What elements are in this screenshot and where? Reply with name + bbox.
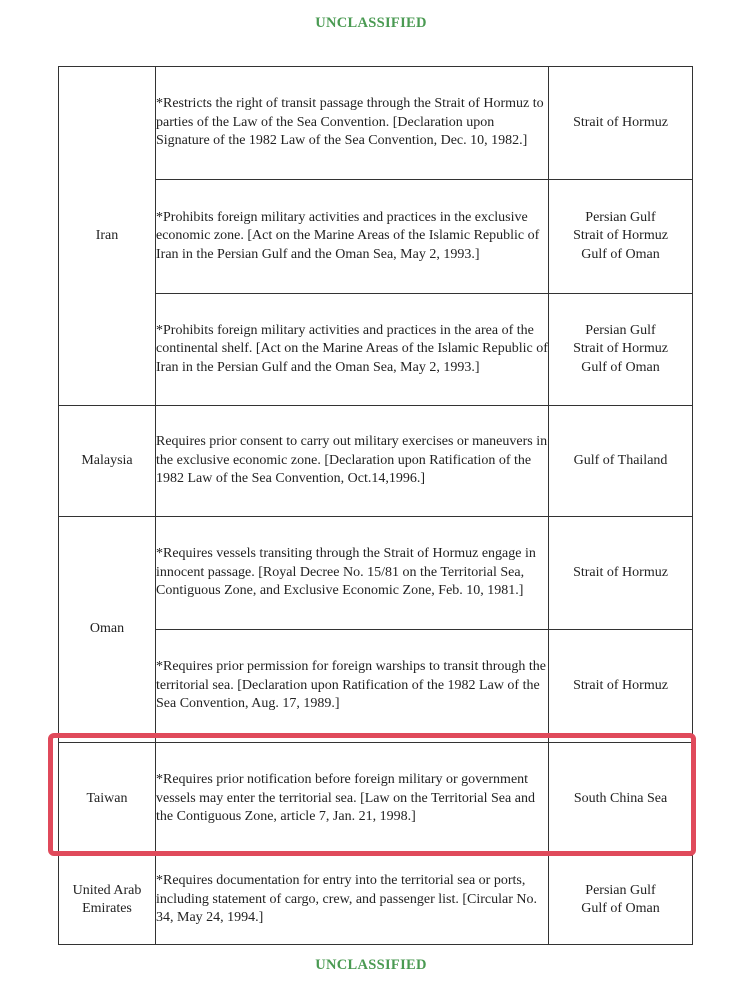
country-cell-uae: United Arab Emirates [59,856,156,945]
table-row [59,517,693,630]
table-row [59,406,693,517]
table-row [59,67,693,180]
location-name: Strait of Hormuz [573,228,668,244]
claim-description: *Prohibits foreign military activities and practices in the exclusive economic zone. [Act on the Marine Areas of the Islamic Republic of Iran in the Persian Gulf and the Oman Sea, May 2, 1993.] [156,180,549,294]
claim-description: Requires prior consent to carry out military exercises or maneuvers in the exclusive economic zone. [Declaration upon Ratification of the 1982 Law of the Sea Convention, Oct.14,1996.] [156,406,549,517]
claim-description: *Prohibits foreign military activities and practices in the area of the continental shelf. [Act on the Marine Areas of the Islamic Republic of Iran in the Persian Gulf and the Oman Sea, May 2, 1993.] [156,294,549,406]
claim-location [549,630,693,743]
claim-location [549,743,693,856]
claim-location [549,517,693,630]
country-cell-malaysia: Malaysia [59,406,156,517]
location-name: Gulf of Oman [581,246,660,262]
country-cell-taiwan: Taiwan [59,743,156,856]
location-name: Strait of Hormuz [573,564,668,580]
location-name: Strait of Hormuz [573,114,668,130]
claim-location [549,856,693,945]
location-name: Strait of Hormuz [573,677,668,693]
classification-marking-bottom: UNCLASSIFIED [315,957,427,973]
claim-description: *Requires prior notification before foreign military or government vessels may enter the territorial sea. [Law on the Territorial Sea and the Contiguous Zone, article 7, Jan. 21, 1998.] [156,743,549,856]
claim-description: *Requires vessels transiting through the Strait of Hormuz engage in innocent passage. [Royal Decree No. 15/81 on the Territorial Sea, Contiguous Zone, and Exclusive Economic Zone, Feb. 10, 1981.] [156,517,549,630]
claim-description: *Requires documentation for entry into the territorial sea or ports, including statement of cargo, crew, and passenger list. [Circular No. 34, May 24, 1994.] [156,856,549,945]
location-name: Persian Gulf [585,882,656,898]
location-name: Persian Gulf [585,209,656,225]
location-name: Gulf of Thailand [573,452,668,468]
country-cell-oman: Oman [59,517,156,743]
claim-location [549,406,693,517]
location-name: South China Sea [573,790,668,806]
table-row [59,856,693,945]
claim-description: *Restricts the right of transit passage through the Strait of Hormuz to parties of the Law of the Sea Convention. [Declaration upon Signature of the 1982 Law of the Sea Convention, Dec. 10, 1982.] [156,67,549,180]
location-name: Gulf of Oman [581,901,660,916]
classification-marking-top: UNCLASSIFIED [315,15,427,31]
claim-description: *Requires prior permission for foreign warships to transit through the territorial sea. [Declaration upon Ratification of the 1982 Law of the Sea Convention, Aug. 17, 1989.] [156,630,549,743]
maritime-claims-table [58,66,693,945]
country-cell-iran: Iran [59,67,156,406]
claim-location [549,294,693,406]
location-name: Gulf of Oman [581,359,660,375]
location-name: Strait of Hormuz [573,341,668,357]
claim-location [549,67,693,180]
claim-location [549,180,693,294]
location-name: Persian Gulf [585,322,656,338]
table-row [59,743,693,856]
